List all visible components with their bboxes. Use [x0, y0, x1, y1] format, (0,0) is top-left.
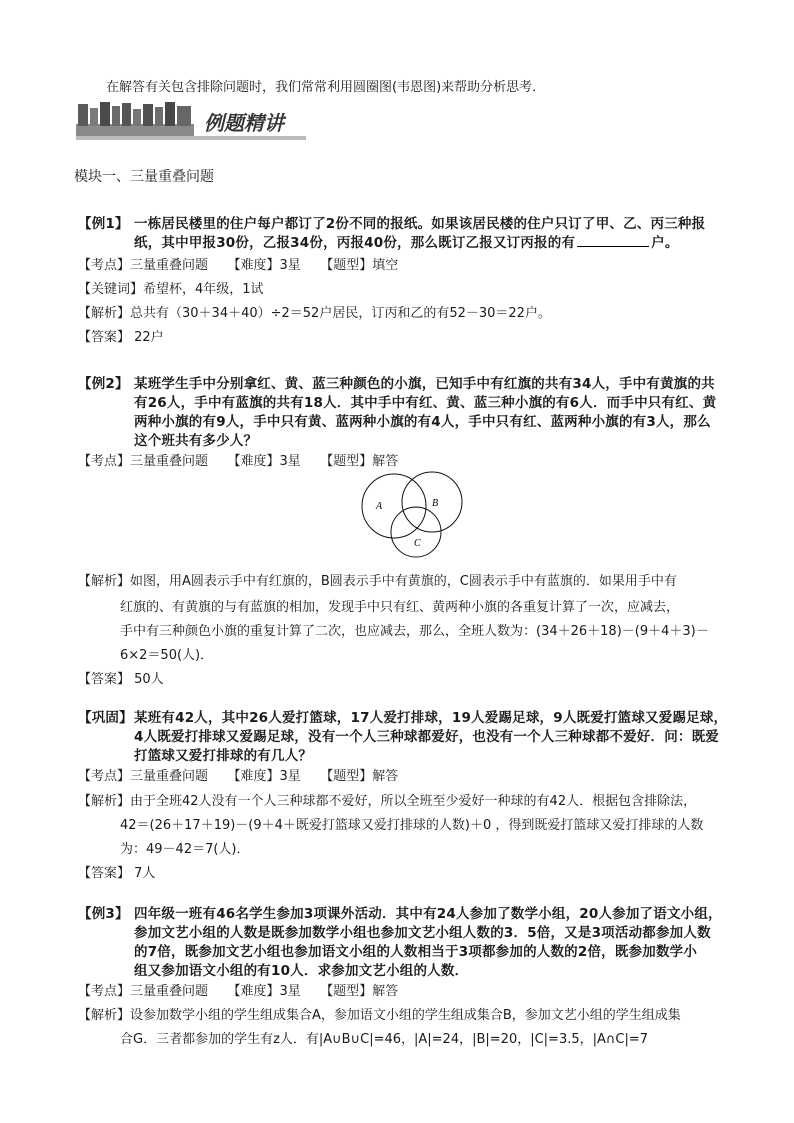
example-3-line-1: 四年级一班有46名学生参加3项课外活动．其中有24人参加了数学小组，20人参加了语文小组，: [134, 906, 722, 922]
consolidation-analysis-3: 为：49－42＝7(人)．: [120, 842, 250, 857]
venn-label-b: B: [432, 498, 439, 509]
intro-text: 在解答有关包含排除问题时，我们常常利用圆圈图(韦恩图)来帮助分析思考．: [106, 80, 546, 95]
example-3-meta: 【考点】三量重叠问题 【难度】3星 【题型】解答: [78, 984, 399, 999]
venn-label-c: C: [414, 538, 421, 549]
consolidation-label: 【巩固】: [78, 710, 133, 726]
example-1-line-1: 一栋居民楼里的住户每户都订了2份不同的报纸。如果该居民楼的住户只订了甲、乙、丙三种报: [134, 216, 706, 232]
consolidation-answer: 【答案】 7人: [78, 866, 156, 881]
example-1-meta: 【考点】三量重叠问题 【难度】3星 【题型】填空: [78, 258, 399, 273]
example-3-label: 【例3】: [78, 906, 129, 922]
example-3-analysis-2: 合G．三者都参加的学生有z人．有|A∪B∪C|=46，|A|=24，|B|=20，|C|=3.5，|A∩C|=7: [120, 1032, 649, 1047]
consolidation-analysis-1: 【解析】由于全班42人没有一个人三种球都不爱好，所以全班至少爱好一种球的有42人．根据包含排除法，: [78, 794, 697, 809]
example-3-line-4: 组又参加语文小组的有10人．求参加文艺小组的人数．: [134, 963, 469, 979]
example-2-analysis-4: 6×2＝50(人)．: [120, 648, 214, 663]
example-3-line-3: 的7倍，既参加文艺小组也参加语文小组的人数相当于3项都参加的人数的2倍，既参加数学小: [134, 944, 698, 960]
example-1-keywords: 【关键词】希望杯，4年级，1试: [78, 282, 264, 297]
example-1-line-2b: 户。: [651, 235, 679, 251]
example-2-line-4: 这个班共有多少人？: [134, 433, 258, 449]
example-2-line-3: 两种小旗的有9人，手中只有黄、蓝两种小旗的有4人，手中只有红、蓝两种小旗的有3人，那么: [134, 414, 711, 430]
example-2-answer: 【答案】 50人: [78, 672, 164, 687]
example-1-analysis: 【解析】总共有（30＋34＋40）÷2＝52户居民，订丙和乙的有52－30＝22户。: [78, 306, 551, 321]
consolidation-line-1: 某班有42人，其中26人爱打篮球，17人爱打排球，19人爱踢足球，9人既爱打篮球又爱踢足球，: [134, 710, 728, 726]
consolidation-line-3: 打篮球又爱打排球的有几人？: [134, 748, 313, 764]
example-1-line-2: [134, 231, 679, 251]
example-2-analysis-3: 手中有三种颜色小旗的重复计算了二次，也应减去，那么，全班人数为：(34＋26＋18)－(9＋4＋3)－: [120, 624, 709, 639]
module-title: 模块一、三量重叠问题: [74, 169, 214, 185]
example-2-line-2: 有26人，手中有蓝旗的共有18人．其中手中有红、黄、蓝三种小旗的有6人．而手中只有红、黄: [134, 395, 717, 411]
books-banner-icon: [76, 100, 306, 142]
example-2-line-1: 某班学生手中分别拿红、黄、蓝三种颜色的小旗，已知手中有红旗的共有34人，手中有黄旗的共: [134, 376, 715, 392]
example-1-line-2a: 纸，其中甲报30份，乙报34份，丙报40份，那么既订乙报又订丙报的有: [134, 235, 576, 251]
section-banner: [76, 100, 306, 142]
example-2-analysis-2: 红旗的、有黄旗的与有蓝旗的相加，发现手中只有红、黄两种小旗的各重复计算了一次，应减去，: [120, 600, 680, 615]
example-2-label: 【例2】: [78, 376, 129, 392]
venn-circle-a: [362, 474, 426, 538]
venn-label-a: A: [376, 501, 383, 512]
venn-diagram: [356, 470, 476, 560]
example-1-label: 【例1】: [78, 216, 129, 232]
consolidation-analysis-2: 42＝(26＋17＋19)－(9＋4＋既爱打篮球又爱打排球的人数)＋0 ，得到既爱打篮球又爱打排球的人数: [120, 818, 704, 833]
example-2-analysis-1: 【解析】如图，用A圆表示手中有红旗的，B圆表示手中有黄旗的，C圆表示手中有蓝旗的．如果用手中有: [78, 574, 677, 589]
answer-blank: [577, 234, 649, 247]
consolidation-meta: 【考点】三量重叠问题 【难度】3星 【题型】解答: [78, 769, 399, 784]
consolidation-line-2: 4人既爱打排球又爱踢足球，没有一个人三种球都爱好，也没有一个人三种球都不爱好．问：既爱: [134, 729, 719, 745]
example-1-answer: 【答案】 22户: [78, 330, 164, 345]
example-3-analysis-1: 【解析】设参加数学小组的学生组成集合A，参加语文小组的学生组成集合B，参加文艺小组的学生组成集: [78, 1008, 681, 1023]
banner-title: 例题精讲: [204, 113, 284, 135]
example-3-line-2: 参加文艺小组的人数是既参加数学小组也参加文艺小组人数的3．5倍，又是3项活动都参加人数: [134, 925, 711, 941]
example-2-meta: 【考点】三量重叠问题 【难度】3星 【题型】解答: [78, 454, 399, 469]
